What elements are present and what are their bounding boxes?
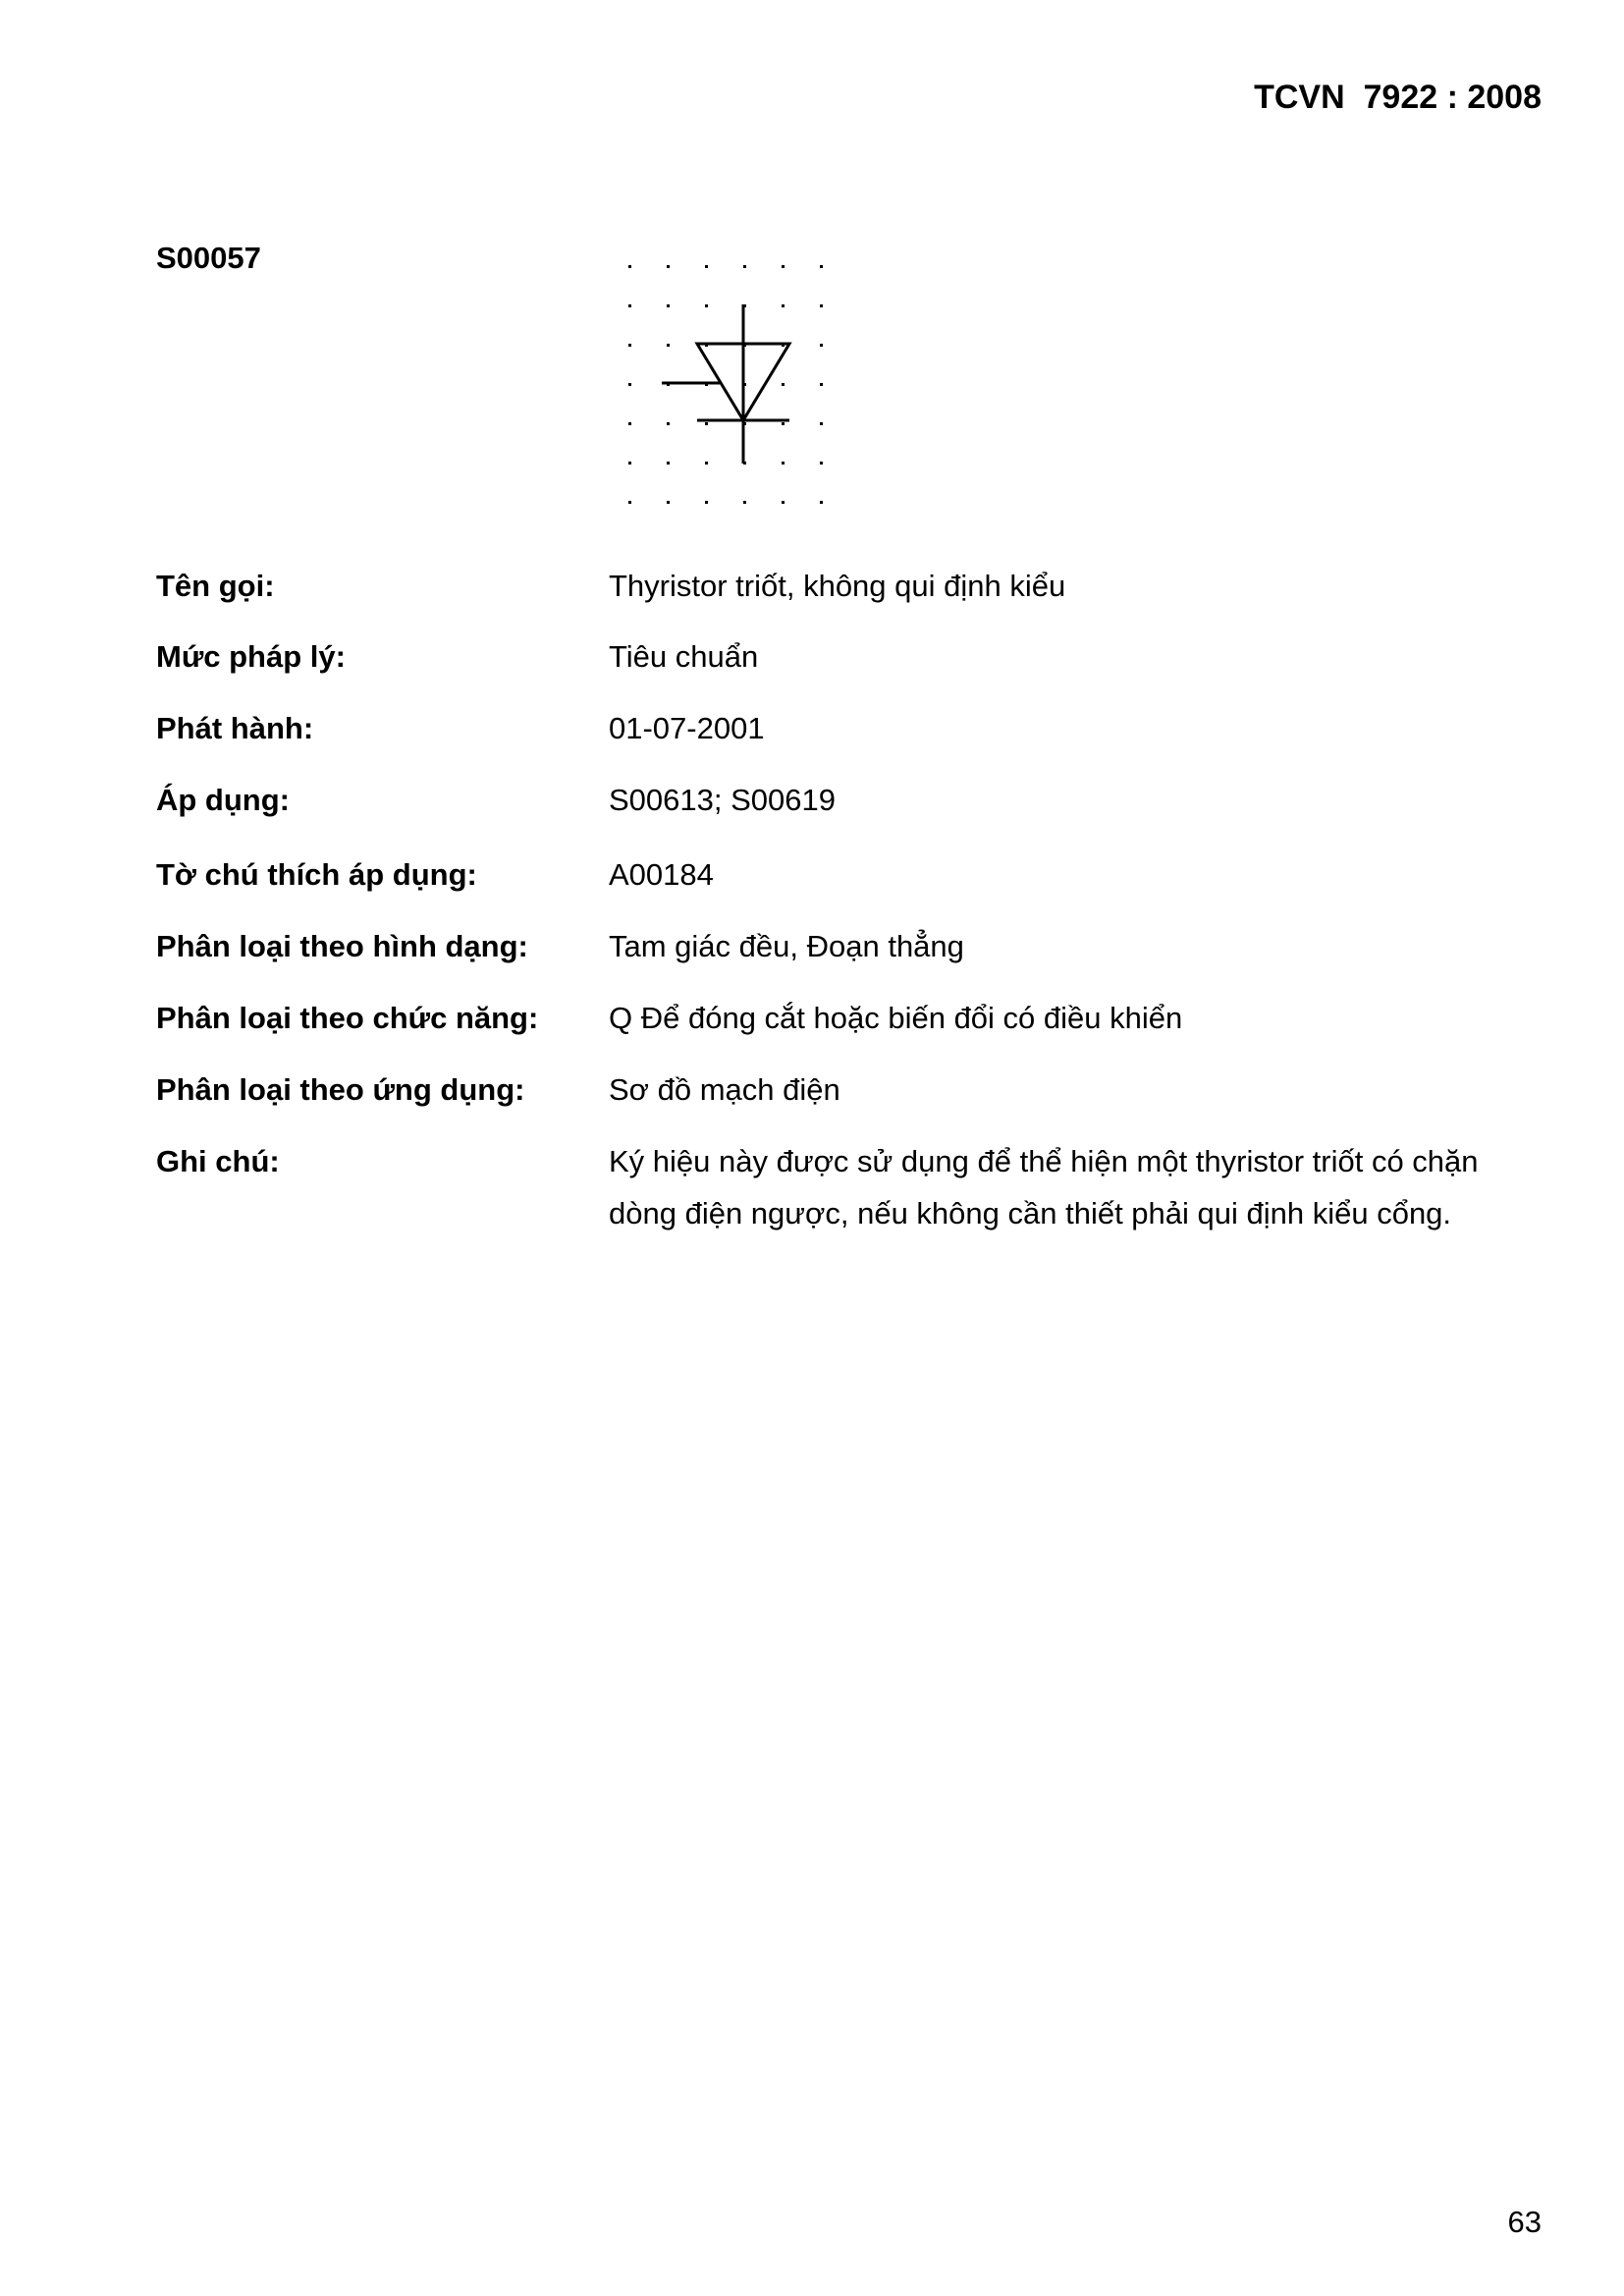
- grid-dot: [782, 265, 785, 268]
- grid-dot: [820, 344, 823, 347]
- grid-dot: [782, 304, 785, 307]
- grid-dot: [705, 422, 708, 425]
- thyristor-triode-symbol-icon: [609, 246, 844, 525]
- field-row-issued: [156, 702, 1550, 774]
- field-label: Ghi chú:: [156, 1144, 280, 1178]
- field-label: Phân loại theo ứng dụng:: [156, 1072, 525, 1107]
- grid-dot: [667, 422, 670, 425]
- symbol-strokes: [662, 304, 789, 464]
- symbol-drawing: [609, 246, 844, 520]
- field-row-shape-class: [156, 920, 1550, 992]
- field-value: S00613; S00619: [609, 783, 836, 817]
- symbol-code: S00057: [156, 241, 261, 275]
- grid-dot: [782, 422, 785, 425]
- grid-dot: [628, 344, 631, 347]
- grid-dot: [820, 501, 823, 504]
- field-row-note: [156, 1135, 1550, 1239]
- grid-dot: [782, 383, 785, 386]
- grid-dot: [667, 344, 670, 347]
- field-value: Ký hiệu này được sử dụng để thể hiện một thyristor triốt có chặn dòng điện ngược, nếu không cần thiết phải qui định kiểu cổng.: [609, 1144, 1479, 1230]
- field-label: Mức pháp lý:: [156, 639, 346, 674]
- field-row-name: [156, 560, 1550, 630]
- grid-dot: [743, 501, 746, 504]
- page-number: 63: [1507, 2205, 1542, 2239]
- grid-dot: [782, 501, 785, 504]
- grid-dot: [628, 383, 631, 386]
- field-value: Sơ đồ mạch điện: [609, 1072, 840, 1107]
- field-value: A00184: [609, 857, 714, 892]
- field-value: Tiêu chuẩn: [609, 639, 759, 674]
- grid-dot: [667, 462, 670, 465]
- field-row-application-class: [156, 1064, 1550, 1135]
- field-value: Q Để đóng cắt hoặc biến đổi có điều khiển: [609, 1001, 1183, 1035]
- grid-dot: [705, 501, 708, 504]
- field-label: Tờ chú thích áp dụng:: [156, 857, 477, 892]
- grid-dot: [705, 462, 708, 465]
- dot-grid: [628, 265, 823, 504]
- grid-dot: [667, 501, 670, 504]
- grid-dot: [820, 265, 823, 268]
- field-row-function-class: [156, 992, 1550, 1064]
- standard-header: TCVN 7922 : 2008: [1254, 79, 1542, 116]
- field-row-applies: [156, 774, 1550, 848]
- field-list: [156, 560, 1550, 1239]
- field-label: Phát hành:: [156, 711, 314, 745]
- grid-dot: [820, 383, 823, 386]
- grid-dot: [628, 501, 631, 504]
- grid-dot: [782, 462, 785, 465]
- grid-dot: [820, 304, 823, 307]
- grid-dot: [628, 265, 631, 268]
- grid-dot: [705, 304, 708, 307]
- grid-dot: [743, 265, 746, 268]
- field-row-legal-level: [156, 630, 1550, 702]
- grid-dot: [705, 265, 708, 268]
- grid-dot: [628, 422, 631, 425]
- grid-dot: [667, 304, 670, 307]
- field-label: Phân loại theo hình dạng:: [156, 929, 528, 963]
- field-value: 01-07-2001: [609, 711, 765, 745]
- field-value: Thyristor triốt, không qui định kiểu: [609, 569, 1066, 603]
- field-value: Tam giác đều, Đoạn thẳng: [609, 929, 964, 963]
- grid-dot: [820, 422, 823, 425]
- grid-dot: [820, 462, 823, 465]
- grid-dot: [667, 265, 670, 268]
- field-label: Phân loại theo chức năng:: [156, 1001, 539, 1035]
- field-label: Áp dụng:: [156, 783, 291, 817]
- grid-dot: [628, 462, 631, 465]
- grid-dot: [628, 304, 631, 307]
- field-label: Tên gọi:: [156, 569, 275, 603]
- field-row-note-sheet: [156, 848, 1550, 920]
